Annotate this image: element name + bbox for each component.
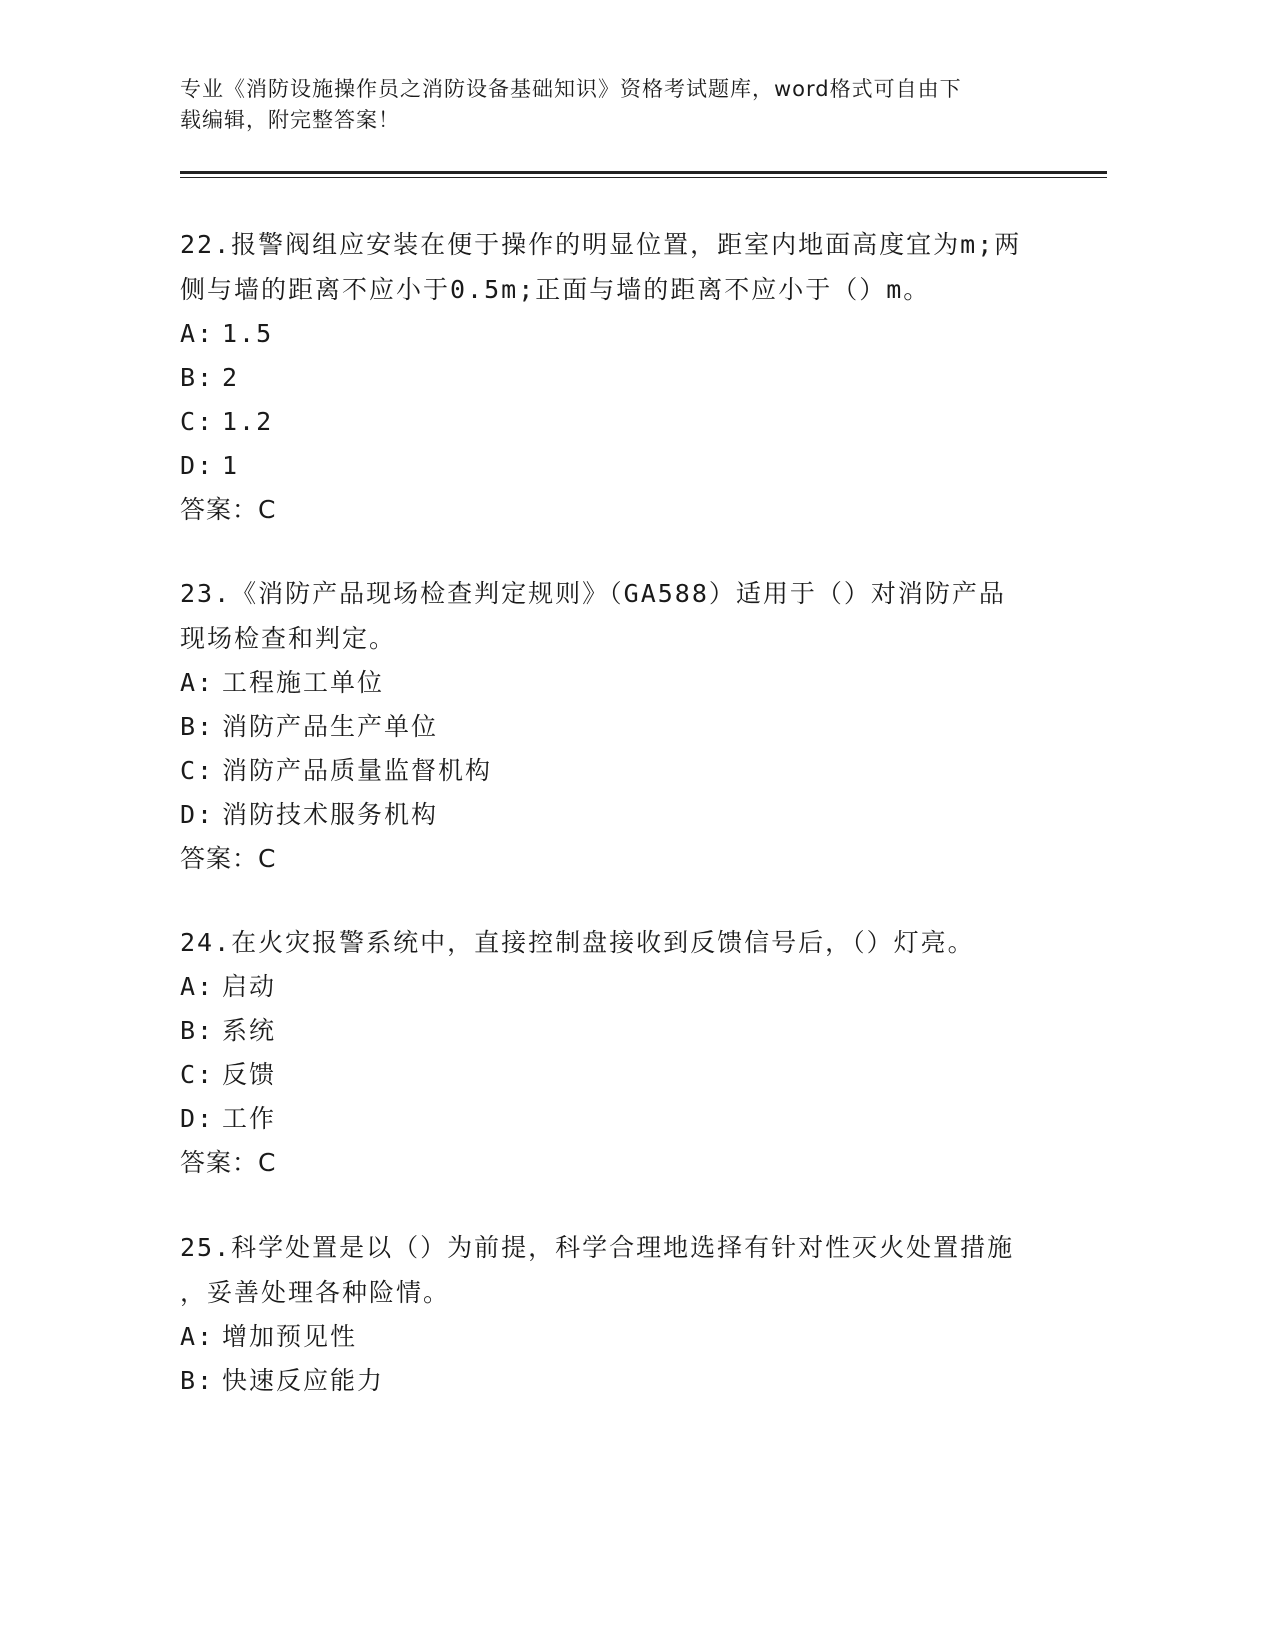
- option-d: [180, 444, 1060, 488]
- option-b: [180, 1359, 1060, 1403]
- option-c: [180, 1053, 1060, 1097]
- option-key: C:: [180, 407, 215, 436]
- answer: 答案：C: [180, 1148, 277, 1177]
- option-key: B:: [180, 712, 215, 741]
- option-text: 消防产品质量监督机构: [222, 756, 493, 785]
- option-text: 消防技术服务机构: [222, 800, 439, 829]
- option-text: 反馈: [222, 1060, 277, 1089]
- option-c: [180, 400, 1060, 444]
- header-line-1: 专业《消防设施操作员之消防设备基础知识》资格考试题库，word格式可自由下: [180, 77, 962, 101]
- question-stem-line: 23.《消防产品现场检查判定规则》（GA588）适用于（）对消防产品: [180, 579, 1006, 608]
- question-stem-line: 现场检查和判定。: [180, 624, 397, 653]
- option-d: [180, 793, 1060, 837]
- option-key: A:: [180, 972, 215, 1001]
- option-key: C:: [180, 1060, 215, 1089]
- question-stem-line: ，妥善处理各种险情。: [180, 1278, 451, 1307]
- option-key: B:: [180, 1366, 215, 1395]
- option-text: 系统: [222, 1016, 277, 1045]
- option-a: [180, 1315, 1060, 1359]
- option-key: A:: [180, 1322, 215, 1351]
- question-22: [180, 222, 1060, 532]
- question-25: [180, 1225, 1060, 1403]
- option-key: B:: [180, 363, 215, 392]
- option-text: 增加预见性: [222, 1322, 358, 1351]
- document-header: [180, 74, 1060, 136]
- question-stem-line: 22.报警阀组应安装在便于操作的明显位置，距室内地面高度宜为m;两: [180, 230, 1022, 259]
- question-stem-line: 24.在火灾报警系统中，直接控制盘接收到反馈信号后，（）灯亮。: [180, 928, 975, 957]
- option-key: D:: [180, 800, 215, 829]
- option-key: A:: [180, 668, 215, 697]
- header-divider-thin: [180, 177, 1107, 178]
- option-c: [180, 749, 1060, 793]
- answer: 答案：C: [180, 844, 277, 873]
- option-b: [180, 705, 1060, 749]
- option-text: 快速反应能力: [222, 1366, 385, 1395]
- header-divider-thick: [180, 171, 1107, 174]
- option-b: [180, 1009, 1060, 1053]
- option-key: C:: [180, 756, 215, 785]
- option-key: D:: [180, 1104, 215, 1133]
- question-24: [180, 920, 1060, 1185]
- option-text: 工程施工单位: [222, 668, 385, 697]
- question-23: [180, 571, 1060, 881]
- question-stem-line: 侧与墙的距离不应小于0.5m;正面与墙的距离不应小于（）m。: [180, 275, 931, 304]
- question-stem-line: 25.科学处置是以（）为前提，科学合理地选择有针对性灭火处置措施: [180, 1233, 1015, 1262]
- option-key: A:: [180, 319, 215, 348]
- option-b: [180, 356, 1060, 400]
- option-text: 2: [222, 363, 240, 392]
- option-a: [180, 965, 1060, 1009]
- option-key: D:: [180, 451, 215, 480]
- option-text: 启动: [222, 972, 277, 1001]
- option-a: [180, 312, 1060, 356]
- option-text: 1.2: [222, 407, 274, 436]
- answer: 答案：C: [180, 495, 277, 524]
- option-d: [180, 1097, 1060, 1141]
- option-text: 1: [222, 451, 240, 480]
- option-a: [180, 661, 1060, 705]
- option-text: 工作: [222, 1104, 277, 1133]
- option-key: B:: [180, 1016, 215, 1045]
- option-text: 消防产品生产单位: [222, 712, 439, 741]
- header-line-2: 载编辑，附完整答案！: [180, 108, 400, 132]
- option-text: 1.5: [222, 319, 274, 348]
